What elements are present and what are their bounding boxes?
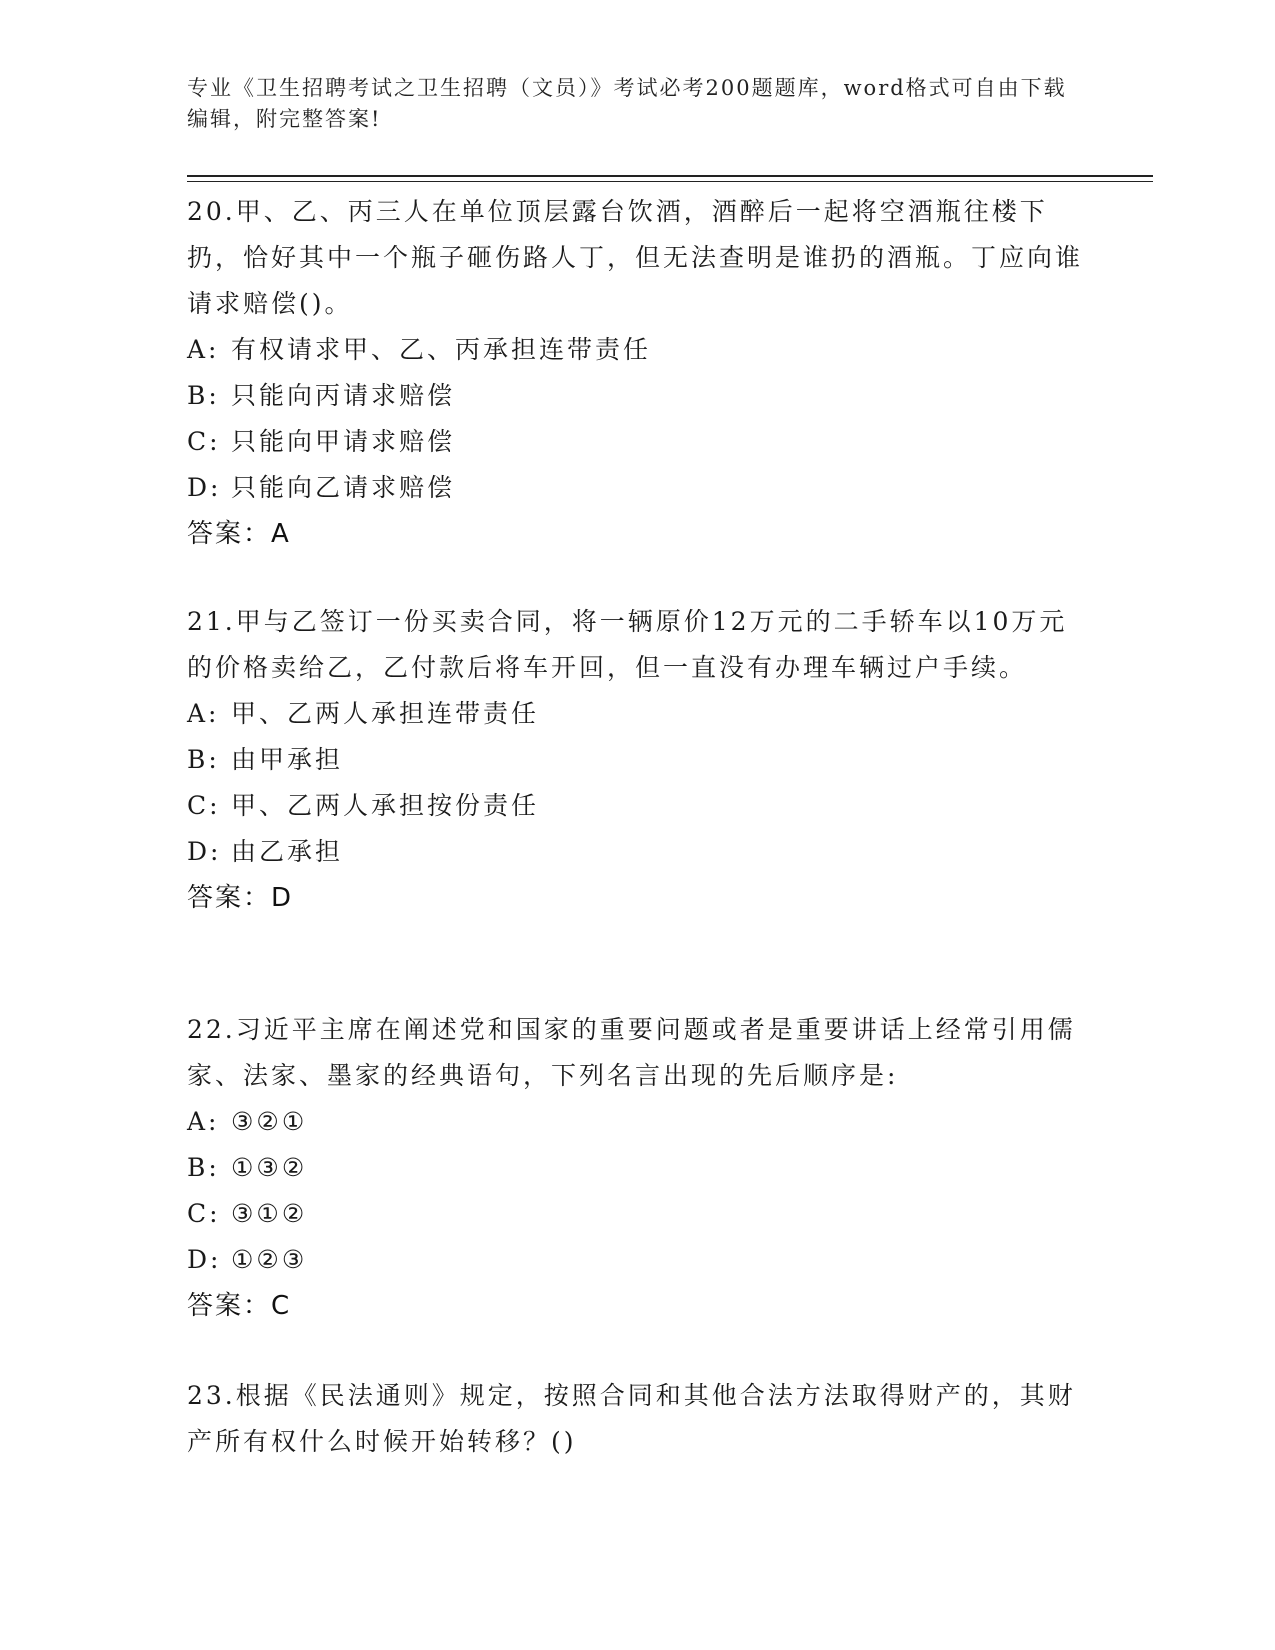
option-key: D: xyxy=(187,473,222,502)
option-a xyxy=(187,1099,1087,1145)
option-text: 由乙承担 xyxy=(231,837,344,866)
option-c xyxy=(187,783,1087,829)
option-key: C: xyxy=(187,427,221,456)
option-b xyxy=(187,737,1087,783)
option-b xyxy=(187,373,1087,419)
option-text: 只能向丙请求赔偿 xyxy=(231,381,456,410)
option-key: C: xyxy=(187,791,221,820)
answer-line: 答案：D xyxy=(187,883,294,913)
header-divider-thin xyxy=(187,181,1153,182)
option-text: ③②① xyxy=(231,1107,308,1136)
option-key: B: xyxy=(187,1153,220,1182)
option-text: ①②③ xyxy=(231,1245,308,1274)
header-divider-thick xyxy=(187,175,1153,177)
answer-line: 答案：C xyxy=(187,1291,292,1321)
option-text: 只能向乙请求赔偿 xyxy=(231,473,456,502)
option-d xyxy=(187,829,1087,875)
option-c xyxy=(187,1191,1087,1237)
option-text: ③①② xyxy=(231,1199,308,1228)
question-stem: 20.甲、乙、丙三人在单位顶层露台饮酒，酒醉后一起将空酒瓶往楼下扔，恰好其中一个瓶子砸伤路人丁，但无法查明是谁扔的酒瓶。丁应向谁请求赔偿()。 xyxy=(187,197,1084,318)
option-text: ①③② xyxy=(231,1153,308,1182)
option-d xyxy=(187,465,1087,511)
option-text: 只能向甲请求赔偿 xyxy=(231,427,456,456)
option-key: B: xyxy=(187,381,220,410)
question-stem: 22.习近平主席在阐述党和国家的重要问题或者是重要讲话上经常引用儒家、法家、墨家的经典语句，下列名言出现的先后顺序是: xyxy=(187,1015,1076,1090)
option-key: A: xyxy=(187,335,220,364)
option-c xyxy=(187,419,1087,465)
answer-line: 答案：A xyxy=(187,519,291,549)
option-a xyxy=(187,691,1087,737)
question-23 xyxy=(187,1373,1087,1465)
question-stem: 21.甲与乙签订一份买卖合同，将一辆原价12万元的二手轿车以10万元的价格卖给乙，乙付款后将车开回，但一直没有办理车辆过户手续。 xyxy=(187,607,1068,682)
option-b xyxy=(187,1145,1087,1191)
option-key: D: xyxy=(187,1245,222,1274)
option-key: C: xyxy=(187,1199,221,1228)
option-text: 甲、乙两人承担连带责任 xyxy=(231,699,540,728)
option-key: A: xyxy=(187,1107,220,1136)
option-text: 有权请求甲、乙、丙承担连带责任 xyxy=(231,335,652,364)
option-d xyxy=(187,1237,1087,1283)
document-header: 专业《卫生招聘考试之卫生招聘（文员）》考试必考200题题库，word格式可自由下载编辑，附完整答案! xyxy=(187,76,1067,131)
option-key: D: xyxy=(187,837,222,866)
option-text: 由甲承担 xyxy=(231,745,344,774)
option-key: B: xyxy=(187,745,220,774)
option-a xyxy=(187,327,1087,373)
option-key: A: xyxy=(187,699,220,728)
option-text: 甲、乙两人承担按份责任 xyxy=(231,791,540,820)
question-21 xyxy=(187,599,1087,921)
question-stem: 23.根据《民法通则》规定，按照合同和其他合法方法取得财产的，其财产所有权什么时候开始转移？() xyxy=(187,1381,1076,1456)
question-22 xyxy=(187,1007,1087,1329)
question-20 xyxy=(187,189,1087,557)
